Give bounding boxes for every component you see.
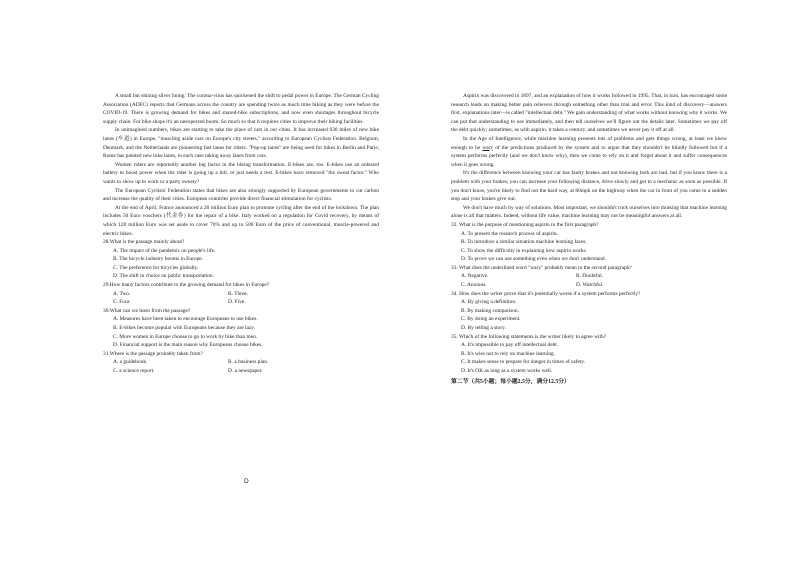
question-34-option-a: A. By giving a definition. <box>461 299 517 306</box>
question-32-option-a: A. To present the research process of aspirin. <box>461 230 558 237</box>
question-28-option-c: C. The preference for bicycles globally. <box>113 264 199 271</box>
question-34-stem: 34. How does the writer prove that it's potentially worse if a system performs perfectly? <box>451 290 641 297</box>
question-30-stem: 30.What can we learn from the passage? <box>103 307 191 314</box>
question-32-option-b: B. To introduce a similar situation machine learning faces. <box>461 239 587 246</box>
passage-b-paragraph-3: It's the difference between knowing your car has faulty brakes and not knowing both are bad, but if you know there is a problem with your brakes, you can increase your following distance, drive slowly and get to a mechanic as soon as possible. If you don't know, you're likely to find out the hard way, at 80mph on the highway when the car in front of you come to a sudden stop and your brakes give out. <box>451 170 727 203</box>
question-31-option-b: B. a business plan. <box>228 359 269 366</box>
question-32-option-d: D. To prove we can use something even when we don't understand. <box>461 256 606 263</box>
question-29-options-row-1 <box>103 290 379 299</box>
question-28-option-b: B. The bicycle industry booms in Europe. <box>113 256 204 263</box>
section-header: 第二节（共5小题；每小题2.5分，满分12.5分） <box>451 378 570 385</box>
passage-paragraph-1: A small but shining silver lining: The corona-virus has quickened the shift to pedal power in Europe. The German Cycling Association (ADFC) reports that Germans across the country are spending twice as much time biking as they were before the COVID-19. There is growing demand for bikes and shared-bike subscriptions, and now even shortages throughout bicycle supply chain. For bike shops it's an unexpected boom. So much so that it requires cities to improve their biking facilities. <box>103 93 379 125</box>
question-32-option-c: C. To show the difficulty in explaining how aspirin works. <box>461 247 587 254</box>
passage-paragraph-2: In unimagined numbers, bikes are starting to take the place of cars in our cities. It has increased 930 miles of new bike lanes (车道) in Europe, "muscling aside cars on Europe's city streets," according to European Cyclists Federation. Belgium, Denmark, and the Netherlands are pioneering fast lanes for riders. "Pop-up lanes" are being used for bikes in Berlin and Paris; Rome has painted new bike lanes, in each case taking away lanes from cars. <box>103 127 379 160</box>
passage-paragraph-3: Women riders are reportedly another big factor in the biking transformation. E-bikes are, too. E-bikes use an onboard battery to boost power when the rider is going up a hill, or just needs a rest. E-bikes have removed "the sweat factor." Who wants to show up to work or a party sweaty? <box>103 161 379 185</box>
question-28-stem: 28.What is the passage mainly about? <box>103 239 185 246</box>
question-32-stem: 32. What is the purpose of mentioning aspirin in the first paragraph? <box>451 221 599 228</box>
question-29-stem: 29.How many factors contribute to the growing demand for bikes in Europe? <box>103 282 270 289</box>
question-28-option-a: A. The impact of the pandemic on people's life. <box>113 247 216 254</box>
question-31-stem: 31.Where is the passage probably taken from? <box>103 350 203 357</box>
question-31-option-a: A. a guidebook. <box>113 359 148 366</box>
question-30-option-b: B. E-bikes become popular with Europeans because they are lazy. <box>113 325 255 332</box>
question-30-option-a: A. Measures have been taken to encourage Europeans to use bikes. <box>113 316 258 323</box>
question-29-option-c: C. Four. <box>113 299 131 306</box>
question-29-option-b: B. Three. <box>228 290 249 297</box>
question-30-option-c: C. More women in Europe choose to go to work by bike than men. <box>113 333 258 340</box>
question-31-option-d: D. a newspaper. <box>228 368 263 374</box>
question-34-option-d: D. By telling a story. <box>461 325 506 332</box>
question-35-option-a: A. It's impossible to pay off intellectual debt. <box>461 342 559 349</box>
question-31-options-row-1 <box>103 358 379 367</box>
question-29-option-a: A. Two. <box>113 290 131 297</box>
question-33-option-a: A. Negative. <box>461 273 489 280</box>
question-34-option-c: C. By doing an experiment. <box>461 316 521 323</box>
question-28-option-d: D. The shift in choice on public transportation. <box>113 273 214 280</box>
question-31-option-c: C. a science report. <box>113 368 155 374</box>
question-33-option-c: C. Anxious. <box>461 282 487 289</box>
question-29-options-row-2 <box>103 298 379 307</box>
question-35-option-d: D. It's OK as long as a system works well. <box>461 368 553 374</box>
passage-b-paragraph-4: We don't have much by way of solutions. Most important, we shouldn't trick ourselves into thinking that machine learning alone is all that matters. Indeed, without life value, machine learning may not be meaningful answers at all. <box>451 204 727 220</box>
question-34-option-b: B. By making comparison. <box>461 307 519 314</box>
question-33-option-b: B. Doubtful. <box>576 273 604 280</box>
underlined-word-wary: wary <box>482 144 494 151</box>
question-35-stem: 35. Which of the following statements is the writer likely to agree with? <box>451 333 607 340</box>
question-29-option-d: D. Five. <box>228 299 246 306</box>
question-35-option-b: B. It's wise not to rely on machine learning. <box>461 350 556 357</box>
passage-b-paragraph-2: In the Age of Intelligence, while machine learning presents lots of problems and gets things wrong, at least we know enough to be wary of the predictions produced by the system and to argue that they shouldn't be blindly followed but if a system performs perfectly (and we don't know why), then we come to rely on it and forget about it and suffer consequences when it goes wrong. <box>451 135 727 168</box>
question-33-options-row-1 <box>451 272 727 281</box>
right-column <box>451 92 727 386</box>
question-35-option-c: C. It makes sense to prepare for danger in times of safety. <box>461 359 586 366</box>
question-30-option-d: D. Financial support is the main reason why Europeans choose bikes. <box>113 342 263 349</box>
question-31-options-row-2 <box>103 367 379 376</box>
left-column <box>103 92 379 376</box>
page-marker: D <box>244 478 249 485</box>
passage-paragraph-5: At the end of April, France announced a 20 million Euro plan to promote cycling after the end of the lockdown. The plan includes 50 Euro vouchers (代金券) for the repair of a bike. Italy worked on a regulation for Covid recovery, by means of which 120 million Euro was set aside to cover 70% and up to 500 Euro of the price of conventional, muscle-powered and electric bikes. <box>103 204 379 237</box>
question-33-stem: 33. What does the underlined word "wary" probably mean in the second paragraph? <box>451 264 632 271</box>
question-33-option-d: D. Watchful. <box>576 282 604 289</box>
passage-paragraph-4: The European Cyclists' Federation states that bikes are also strongly supported by European governments to cut carbon and increase the quality of their cities. European countries provide direct financial stimulation for cyclists. <box>103 187 379 203</box>
question-33-options-row-2 <box>451 281 727 290</box>
passage-b-paragraph-1: Aspirin was discovered in 1897, and an explanation of how it works followed in 1995. That, in turn, has encouraged some research leads on making better pain relievers through something other than trial and error. This kind of discovery—answers first, explanations later—is called "intellectual debt." We gain understanding of what works without knowing why it works. We can put that understanding to use immediately, and then tell ourselves we'll figure out the details later. Sometimes we pay off the debt quickly; sometimes, as with aspirin, it takes a century, and sometimes we never pay it off at all. <box>451 93 727 134</box>
